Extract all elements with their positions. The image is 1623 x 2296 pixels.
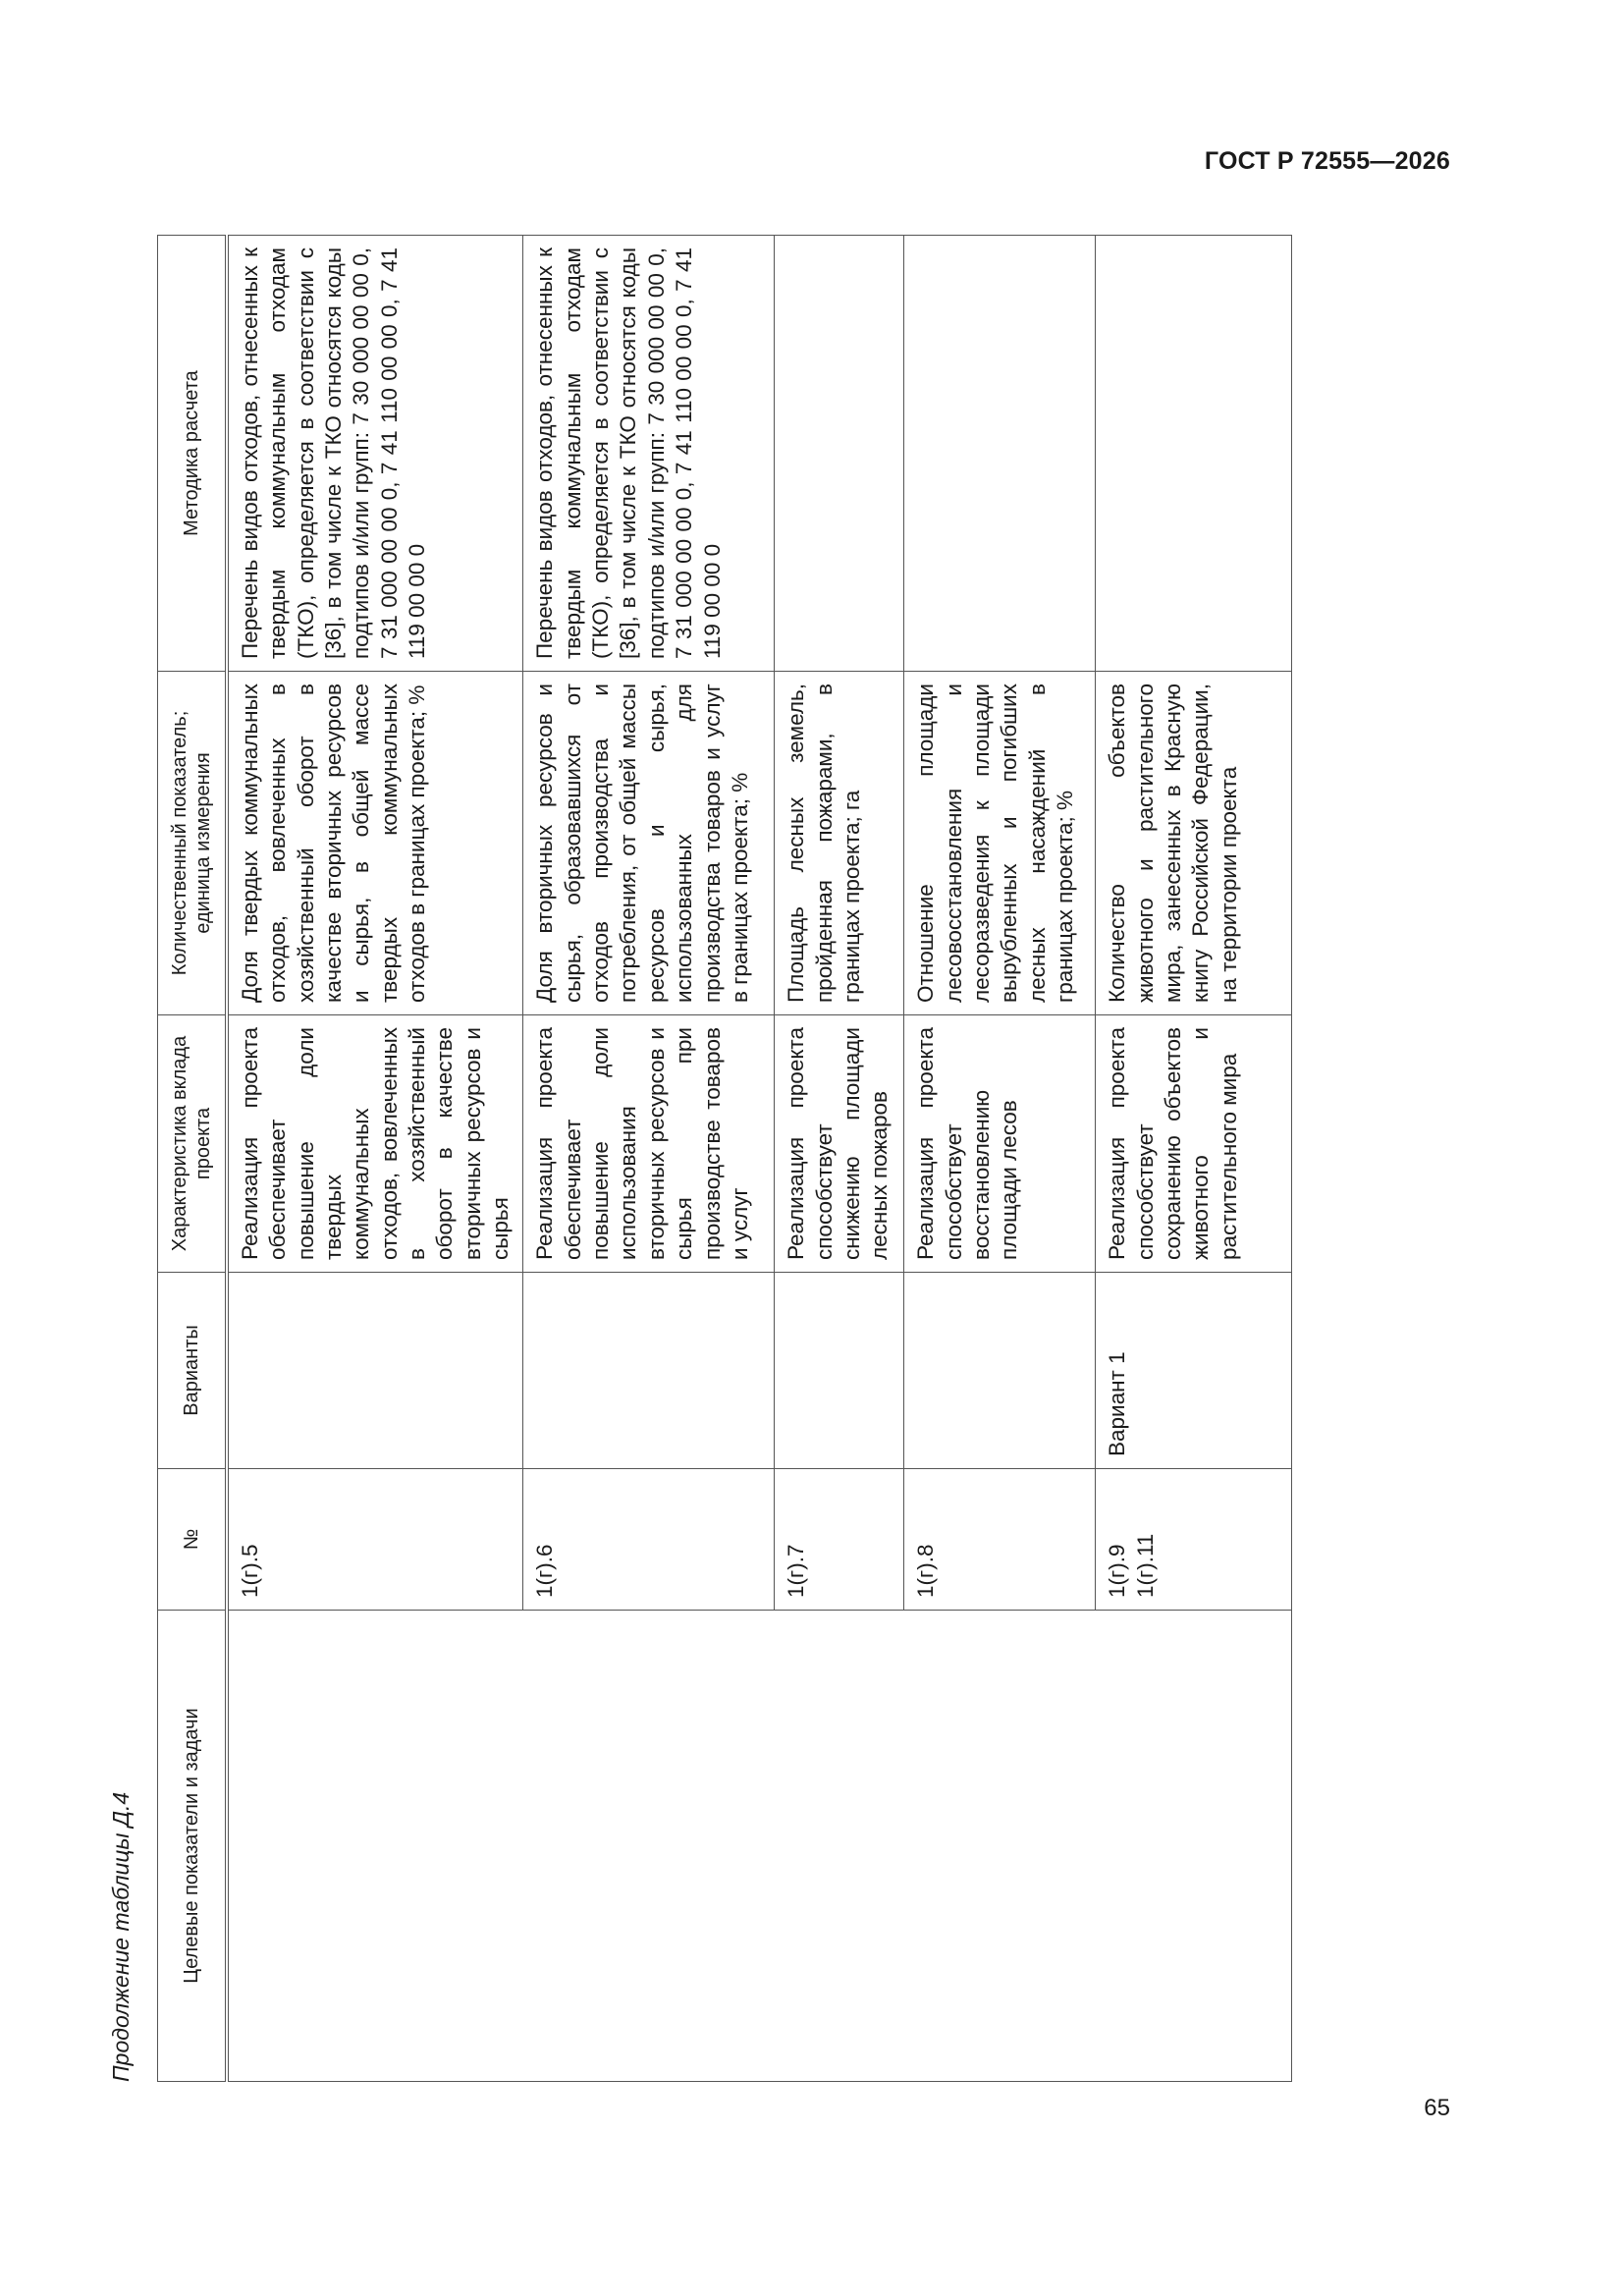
- row-number: 1(г).8: [904, 1469, 1096, 1611]
- row-variant: [904, 1273, 1096, 1469]
- row-number: 1(г).5: [227, 1469, 523, 1611]
- row-variant: [775, 1273, 904, 1469]
- row-variant: [523, 1273, 775, 1469]
- row-method: [775, 236, 904, 672]
- row-indicator: Доля вторичных ресурсов и сырья, образовавшихся от отходов производства и потребления, от общей массы ресурсов и сырья, использованных для производства товаров и услуг в границах проекта; %: [523, 672, 775, 1015]
- row-contribution: Реализация проекта способствует восстановлению площади лесов: [904, 1015, 1096, 1273]
- row-method: Перечень видов отходов, отнесенных к твердым коммунальным отходам (ТКО), определяется в соответствии с [36], в том числе к ТКО относятся коды подтипов и/или групп: 7 30 000 00 00 0, 7 31 000 00 00 0, 7 41 110 00 00 0, 7 41 119 00 00 0: [227, 236, 523, 672]
- page-number: 65: [1424, 2095, 1450, 2121]
- row-indicator: Доля твердых коммунальных отходов, вовлеченных в хозяйственный оборот в качестве вторичных ресурсов и сырья, в общей массе твердых коммунальных отходов в границах проекта; %: [227, 672, 523, 1015]
- row-contribution: Реализация проекта способствует снижению площади лесных пожаров: [775, 1015, 904, 1273]
- row-number: 1(г).6: [523, 1469, 775, 1611]
- goals-cell: [227, 1611, 1292, 2082]
- row-contribution: Реализация проекта способствует сохранению объектов животного и растительного мира: [1096, 1015, 1292, 1273]
- column-header-method: Методика расчета: [158, 236, 228, 672]
- rotated-table-page: [108, 236, 1241, 2082]
- row-contribution: Реализация проекта обеспечивает повышение доли твердых коммунальных отходов, вовлеченных в хозяйственный оборот в качестве вторичных ресурсов и сырья: [227, 1015, 523, 1273]
- document-standard-header: ГОСТ Р 72555—2026: [1204, 147, 1450, 175]
- table-row: [227, 236, 523, 2082]
- data-table: [157, 235, 1292, 2082]
- table-header-row: [158, 236, 228, 2082]
- row-indicator: Отношение площади лесовосстановления и лесоразведения к площади вырубленных и погибших лесных насаждений в границах проекта; %: [904, 672, 1096, 1015]
- row-indicator: Количество объектов животного и растительного мира, занесенных в Красную книгу Российской Федерации, на территории проекта: [1096, 672, 1292, 1015]
- row-contribution: Реализация проекта обеспечивает повышение доли использования вторичных ресурсов и сырья при производстве товаров и услуг: [523, 1015, 775, 1273]
- column-header-contribution: Характеристика вклада проекта: [158, 1015, 228, 1273]
- row-variant: [227, 1273, 523, 1469]
- column-header-goals: Целевые показатели и задачи: [158, 1611, 228, 2082]
- row-number: 1(г).7: [775, 1469, 904, 1611]
- row-number: 1(г).9 1(г).11: [1096, 1469, 1292, 1611]
- column-header-number: №: [158, 1469, 228, 1611]
- column-header-variants: Варианты: [158, 1273, 228, 1469]
- column-header-indicator: Количественный показатель; единица измерения: [158, 672, 228, 1015]
- table-caption: Продолжение таблицы Д.4: [108, 1791, 134, 2082]
- row-variant: Вариант 1: [1096, 1273, 1292, 1469]
- row-method: [904, 236, 1096, 672]
- row-indicator: Площадь лесных земель, пройденная пожарами, в границах проекта; га: [775, 672, 904, 1015]
- row-method: Перечень видов отходов, отнесенных к твердым коммунальным отходам (ТКО), определяется в соответствии с [36], в том числе к ТКО относятся коды подтипов и/или групп: 7 30 000 00 00 0, 7 31 000 00 00 0, 7 41 110 00 00 0, 7 41 119 00 00 0: [523, 236, 775, 672]
- row-method: [1096, 236, 1292, 672]
